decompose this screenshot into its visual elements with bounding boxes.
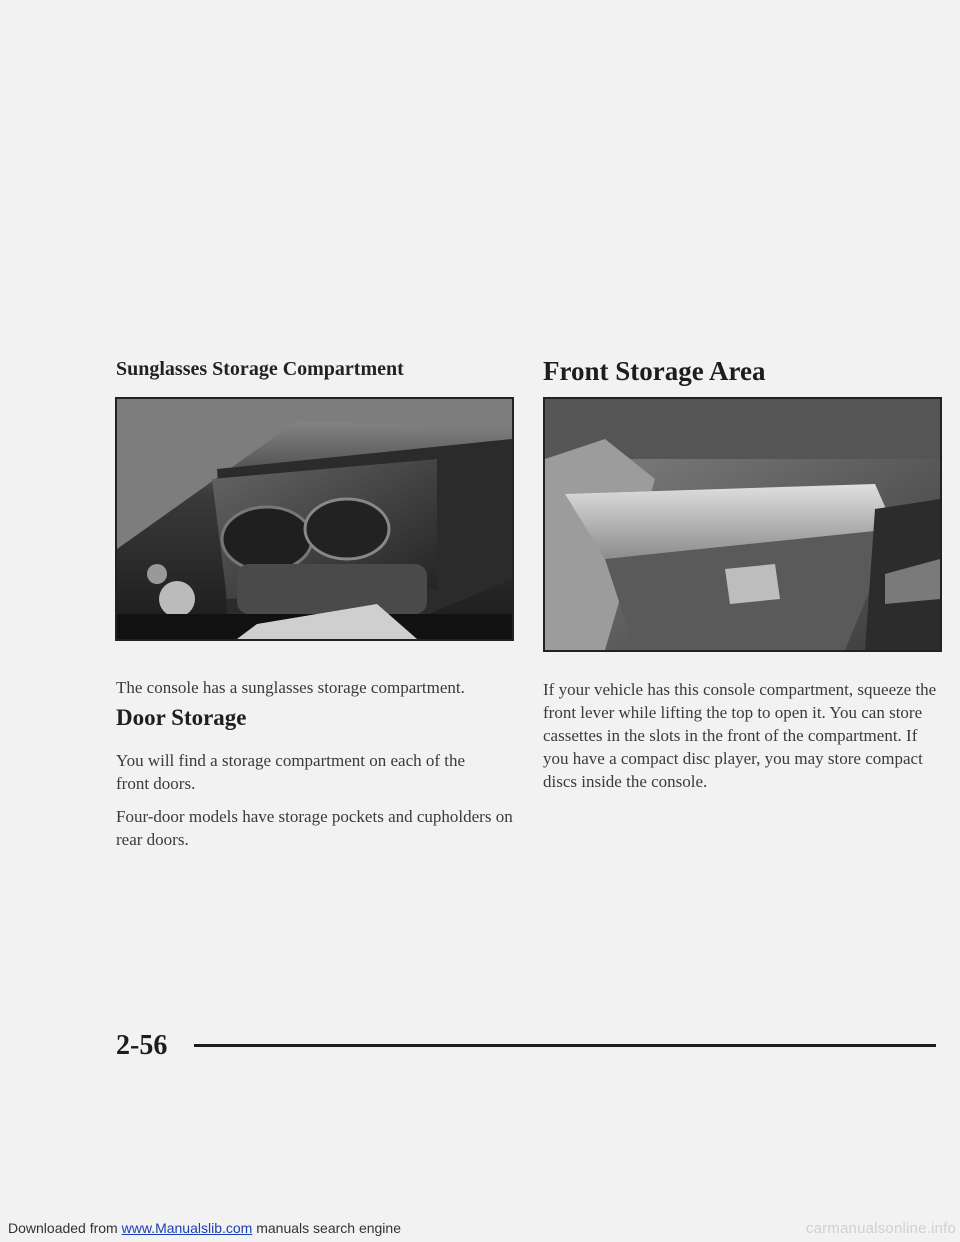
paragraph-door-storage-2: Four-door models have storage pockets and cupholders on rear doors.: [116, 807, 513, 849]
front-storage-console-photo: [543, 397, 942, 652]
heading-front-storage-area: Front Storage Area: [543, 356, 766, 386]
download-footer: [8, 1220, 948, 1236]
subheading-sunglasses-storage: Sunglasses Storage Compartment: [116, 358, 404, 380]
footer-rule: [194, 1044, 936, 1047]
footer-suffix: manuals search engine: [252, 1220, 401, 1236]
paragraph-door-storage-1: You will find a storage compartment on each of the front doors.: [116, 751, 466, 793]
manualslib-link[interactable]: www.Manualslib.com: [121, 1220, 253, 1236]
footer-prefix: Downloaded from: [8, 1220, 122, 1236]
heading-door-storage: Door Storage: [116, 705, 247, 730]
photo-caption: The console has a sunglasses storage compartment.: [116, 678, 465, 697]
sunglasses-compartment-photo: [115, 397, 514, 641]
page-number: 2-56: [116, 1030, 168, 1061]
paragraph-front-storage: If your vehicle has this console compartment, squeeze the front lever while lifting the top to open it. You can store cassettes in the slots in the front of the compartment. If you have a compact disc player, you may store compact discs inside the console.: [543, 680, 937, 791]
watermark-text: carmanualsonline.info: [805, 1220, 956, 1237]
